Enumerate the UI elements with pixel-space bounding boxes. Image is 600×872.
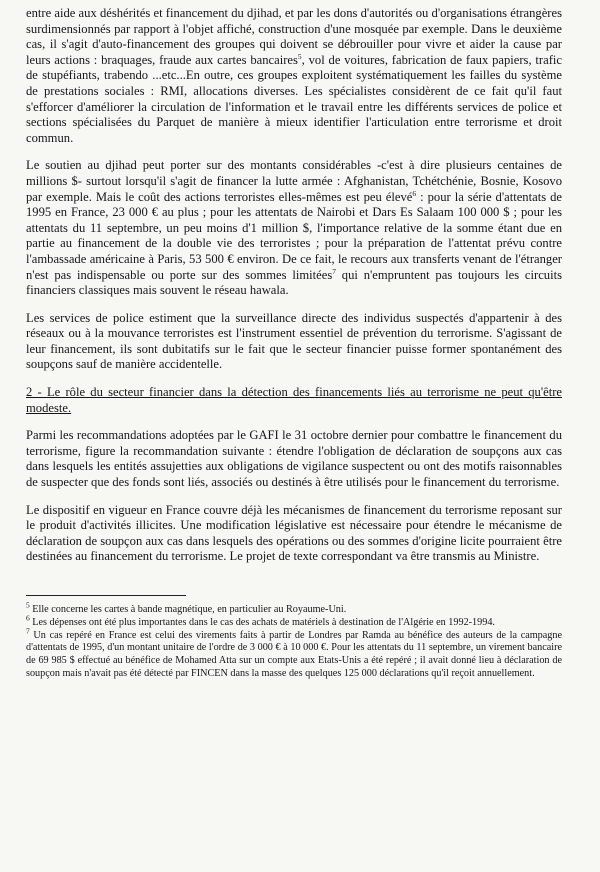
footnote-number: 5 [26, 600, 30, 610]
footnote-ref-5[interactable]: 5 [297, 51, 302, 61]
footnote-text: Les dépenses ont été plus importantes dans le cas des achats de matériels à destination de l'Algérie en 1992-1994. [29, 616, 495, 628]
footnote-ref-7[interactable]: 7 [332, 266, 336, 276]
footnote-number: 7 [26, 626, 30, 636]
paragraph-text: : pour la série d'attentats de 1995 en France, 23 000 € au plus ; pour les attentats de Nairobi et Dars Es Salaam 100 000 $ ; pour les attentats du 11 septembre, un peu moins d'1 million $, l'importance relative de la somme étant due en partie au financement de la double vie des terroristes ; pour la préparation de l'attentat prévu contre l'ambassade américaine à Paris, 53 500 € environ. De ce fait, le recours aux transferts venant de l'étranger n'est pas indispensable ou porte sur des sommes limitées [26, 189, 562, 282]
section-heading: 2 - Le rôle du secteur financier dans la détection des financements liés au terrorisme ne peut qu'être modeste. [26, 385, 562, 415]
paragraph-text: Le soutien au djihad peut porter sur des montants considérables -c'est à dire plusieurs centaines de millions $- surtout lorsqu'il s'agit de financer la lutte armée : Afghanistan, Tchétchénie, Bosnie, Kosovo par exemple. Mais le coût des actions terroristes elles-mêmes est peu élevé [26, 158, 562, 204]
paragraph-french-system: Le dispositif en vigueur en France couvre déjà les mécanismes de financement du terrorisme reposant sur le produit d'activités illicites. Une modification législative est nécessaire pour étendre le mécanisme de déclaration de soupçon aux cas dans lesquels des opérations ou des sommes d'origine licite pourraient être destinées au financement du terrorisme. Le projet de texte correspondant va être transmis au Ministre. [26, 502, 562, 564]
footnote-ref-6[interactable]: 6 [412, 188, 417, 198]
paragraph-text: Les services de police estiment que la surveillance directe des individus suspectés d'appartenir à des réseaux ou à la mouvance terroristes est l'instrument essentiel de prévention du terrorisme. S'agissant de leur financement, ils sont dubitatifs sur le fait que le secteur financier puisse former spontanément des soupçons sauf de manière accidentelle. [26, 310, 562, 372]
footnote-separator [26, 595, 186, 596]
paragraph-text: entre aide aux déshérités et financement du djihad, et par les dons d'autorités ou d'organisations étrangères surdimensionnés par rapport à l'objet affiché, construction d'une mosquée par exemple. Dans le deuxième cas, il s'agit d'auto-financement des groupes qui doivent se débrouiller pour vivre et aider la cause par leurs actions : braquages, fraude aux cartes bancaires [26, 6, 562, 67]
footnote-6 [26, 613, 562, 630]
footnote-text: Elle concerne les cartes à bande magnétique, en particulier au Royaume-Uni. [29, 604, 347, 615]
paragraph-djihad-support [26, 158, 562, 298]
paragraph-text: qui n'empruntent pas toujours les circuits financiers classiques mais souvent le réseau hawala. [26, 267, 562, 298]
footnote-5 [26, 600, 562, 617]
paragraph-gafi-recommendations: Parmi les recommandations adoptées par le GAFI le 31 octobre dernier pour combattre le financement du terrorisme, figure la recommandation suivante : étendre l'obligation de déclaration de soupçons aux cas dans lesquels les entités assujetties aux obligations de vigilance suspectent ou ont des motifs raisonnables de suspecter que des fonds sont liés, associés ou destinés à être utilisés pour le financement du terrorisme. [26, 428, 562, 490]
paragraph-police-services [26, 311, 562, 373]
footnote-number: 6 [26, 613, 30, 623]
paragraph-financing-sources [26, 6, 562, 146]
footnote-text: Un cas repéré en France est celui des virements faits à partir de Londres par Ramda au bénéfice des auteurs de la campagne d'attentats de 1995, d'un montant unitaire de l'ordre de 3 000 € à 10 000 €. Pour les attentats du 11 septembre, un virement bancaire de 69 985 $ effectué au bénéfice de Mohamed Atta sur un compte aux Etats-Unis a été repéré ; il avait donné lieu à déclaration de soupçon mais n'avait pas été détecté par FINCEN dans la masse des quelques 125 000 déclarations qu'il reçoit annuellement. [26, 629, 562, 679]
footnote-7 [26, 626, 562, 681]
paragraph-text: , vol de voitures, fabrication de faux papiers, trafic de stupéfiants, trabendo ...etc...En outre, ces groupes exploitent systématiquement les failles du système de prestations sociales : RMI, allocations diverses. Les spécialistes considèrent de ce fait qu'il faut s'efforcer d'améliorer la circulation de l'information et le travail entre les différents services de police et sections spécialisées du Parquet de manière à mieux identifier l'articulation entre terrorisme et droit commun. [26, 52, 562, 145]
